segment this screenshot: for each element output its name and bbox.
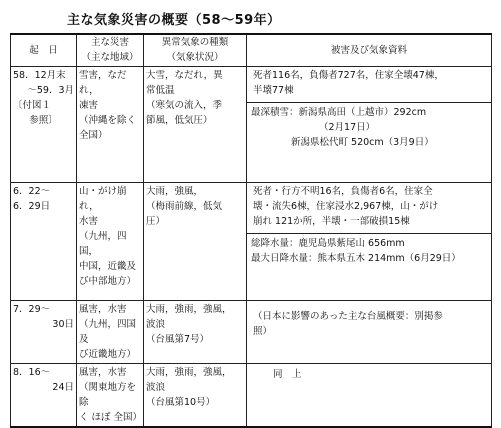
row1-kind: 大雪，なだれ，異 常低温 （寒気の流入，季 節風，低気圧） xyxy=(144,66,247,182)
header-date: 起 日 xyxy=(11,34,77,66)
page-title: 主な気象災害の概要（58〜59年） xyxy=(67,13,281,28)
table-header-row xyxy=(11,34,492,66)
row1-damage: 死者116名，負傷者727名，住家全壊47棟， 半壊77棟 最深積雪：新潟県高田（上越市）292cm （2月17日） 新潟県松代町 520cm（3月9日） xyxy=(247,66,492,182)
table-row xyxy=(11,300,492,363)
header-kind: 異常気象の種類 （気象状況） xyxy=(144,34,247,66)
row2-kind: 大雨，強風， （梅雨前線，低気 圧） xyxy=(144,182,247,300)
row3-area: 風害，水害 （九州，四国及 び近畿地方） xyxy=(77,300,144,363)
row4-date: 8．16〜 24日 xyxy=(11,363,77,427)
row3-date: 7．29〜 30日 xyxy=(11,300,77,363)
row1-area: 雪害，なだれ， 凍害 （沖縄を除く 全国） xyxy=(77,66,144,182)
row3-kind: 大雨，強雨，強風， 波浪 （台風第7号） xyxy=(144,300,247,363)
table-row xyxy=(11,66,492,182)
row2-damage: 死者・行方不明16名，負傷者6名，住家全 壊・流失6棟，住家浸水2,967棟，山・がけ 崩れ 121か所，半壊・一部破損15棟 総降水量：鹿児島県紫尾山 656mm 最大日降水量：熊本県五木 214mm（6月29日） xyxy=(247,182,492,300)
row2-area: 山・がけ崩れ， 水害 （九州，四国， 中国，近畿及 び中部地方） xyxy=(77,182,144,300)
row3-damage: （日本に影響のあった主な台風概要：別掲参 照） xyxy=(247,300,492,363)
row2-rain-record: 総降水量：鹿児島県紫尾山 656mm 最大日降水量：熊本県五木 214mm（6月29日） xyxy=(247,233,491,266)
table-row xyxy=(11,363,492,427)
row1-snow-record: 最深積雪：新潟県高田（上越市）292cm （2月17日） 新潟県松代町 520cm（3月9日） xyxy=(247,102,491,150)
row4-damage: 同 上 xyxy=(247,363,492,427)
row2-date: 6．22〜 6．29日 xyxy=(11,182,77,300)
disaster-summary-table xyxy=(10,33,492,428)
header-damage: 被害及び気象資料 xyxy=(247,34,492,66)
row1-date: 58．12月末 〜59．3月 〔付図１ 参照〕 xyxy=(11,66,77,182)
row4-area: 風害，水害 （関東地方を除 く ほぼ 全国） xyxy=(77,363,144,427)
table-row xyxy=(11,182,492,300)
row4-kind: 大雨，強雨，強風， 波浪 （台風第10号） xyxy=(144,363,247,427)
header-area: 主な災害 （主な地域） xyxy=(77,34,144,66)
